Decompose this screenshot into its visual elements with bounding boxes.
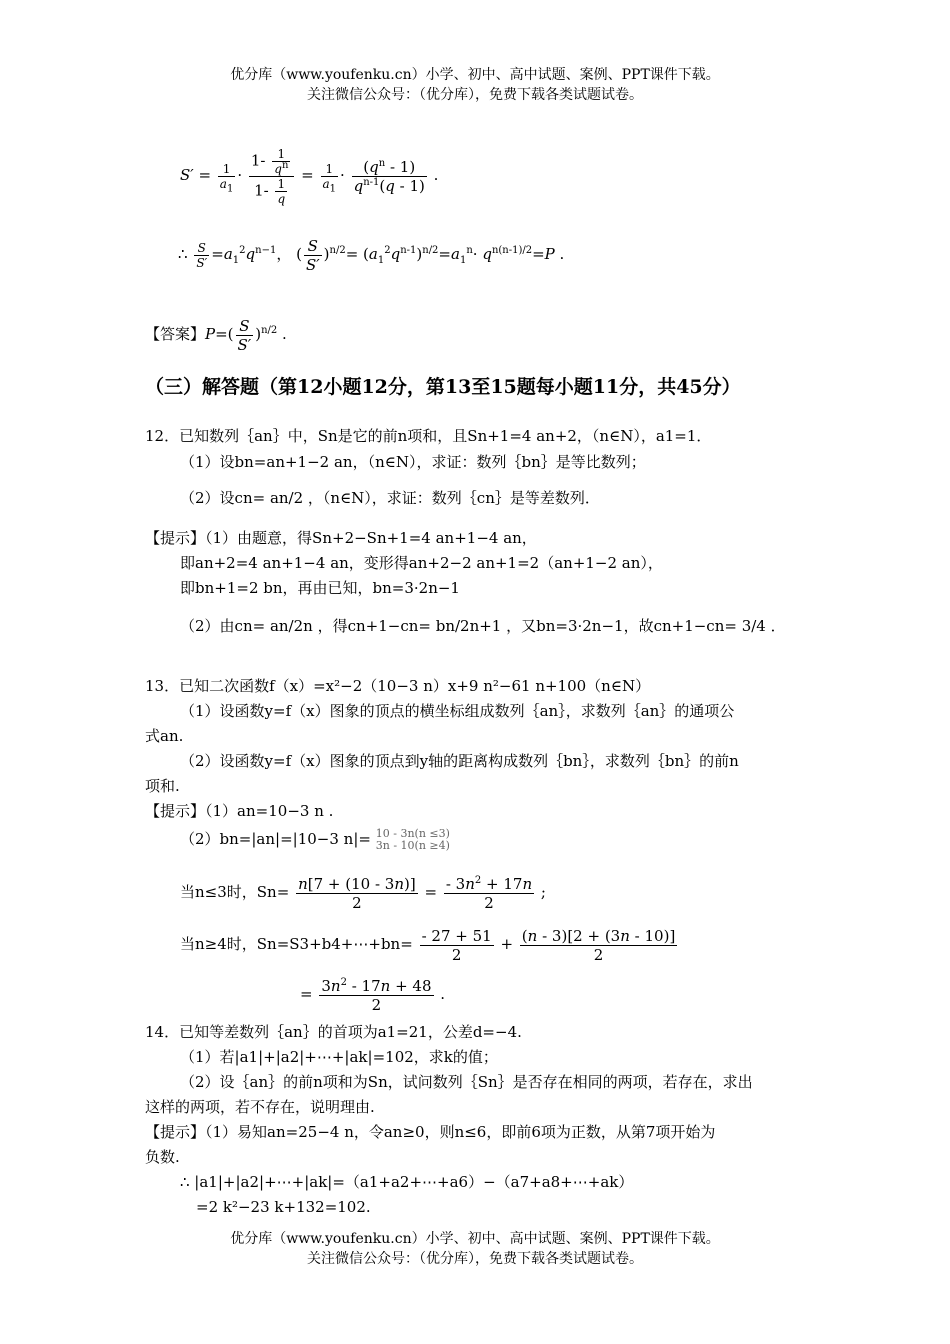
q13-hint-2 xyxy=(180,828,450,852)
q12-part2: （2）设cn= an/2 ，（n∈N），求证：数列｛cn｝是等差数列． xyxy=(180,489,600,507)
page-footer-line1: 优分库（www.youfenku.cn）小学、初中、高中试题、案例、PPT课件下载。 xyxy=(230,1231,720,1247)
q13-part1b: 式an. xyxy=(145,727,184,745)
q14-part2b: 这样的两项，若不存在，说明理由. xyxy=(145,1098,375,1116)
q13-case-a: 10 - 3n(n ≤3) xyxy=(375,827,450,840)
q12-hint-label: 【提示】 xyxy=(145,529,206,547)
q13-hint-1 xyxy=(145,801,333,821)
q13-piecewise xyxy=(376,828,450,852)
q14-hint-3: =2 k²−23 k+132=102. xyxy=(196,1198,371,1216)
page-footer-line2: 关注微信公众号：（优分库），免费下载各类试题试卷。 xyxy=(307,1251,643,1267)
q12-hint-3: 即bn+1=2 bn，再由已知，bn=3·2n−1 xyxy=(180,579,460,597)
q13-stem: 13．已知二次函数f（x）=x²−2（10−3 n）x+9 n²−61 n+100（n∈N） xyxy=(145,677,651,695)
q14-part2a: （2）设｛an｝的前n项和为Sn，试问数列｛Sn｝是否存在相同的两项，若存在，求出 xyxy=(180,1073,753,1091)
q14-hint-2: ∴ |a1|+|a2|+⋯+|ak|=（a1+a2+⋯+a6）−（a7+a8+⋯+ak） xyxy=(180,1173,634,1191)
q13-part2b: 项和. xyxy=(145,777,180,795)
q13-hint3-text: 当n≤3时，Sn= xyxy=(180,883,290,901)
q14-hint-1b: 负数. xyxy=(145,1148,180,1166)
q14-part1: （1）若|a1|+|a2|+⋯+|ak|=102，求k的值； xyxy=(180,1048,498,1066)
q14-hint-1a xyxy=(145,1122,715,1142)
q13-hint2-text: （2）bn=|an|=|10−3 n|= xyxy=(180,830,371,848)
q13-hint4-text: 当n≥4时，Sn=S3+b4+⋯+bn= xyxy=(180,935,413,953)
q12-hint-4: （2）由cn= an/2n ，得cn+1−cn= bn/2n+1 ，又bn=3·2n−1，故cn+1−cn= 3/4 ． xyxy=(180,617,786,635)
formula-therefore-p: ∴ $\frac{S}{S'}$ $=a_1^2q^{n-1}$， ( $\frac{S}{S'}$ )$^{n/2}= (a_1^2q^{n-1})^{n/2}=a_1^n\cdot q^{n(n-1)/2}=P$ . xyxy=(178,236,565,274)
q14-hint-label: 【提示】 xyxy=(145,1123,206,1141)
q14-stem: 14．已知等差数列｛an｝的首项为a1=21，公差d=−4. xyxy=(145,1023,522,1041)
page-header-line1: 优分库（www.youfenku.cn）小学、初中、高中试题、案例、PPT课件下载。 xyxy=(230,67,720,83)
q13-hint1-text: （1）an=10−3 n . xyxy=(205,802,334,820)
q13-hint-5: = $\frac{3n^2 - 17n + 48}{2}$ . xyxy=(300,976,446,1014)
q12-part1: （1）设bn=an+1−2 an，（n∈N），求证：数列｛bn｝是等比数列； xyxy=(180,453,646,471)
answer-label: 【答案】 xyxy=(145,325,206,343)
formula-s-prime: S′ = $\frac{1}{a_1}$ · 1- $\frac{1}{q^n}$ 1- $\frac{1}{q}$ = $\frac{1}{a_1}$ · $\frac{(q^n - 1)}{q^{n-1}(q - 1)}$ . xyxy=(180,146,439,206)
page-header-line2: 关注微信公众号：（优分库），免费下载各类试题试卷。 xyxy=(307,87,643,103)
q13-hint-4: 当n≥4时，Sn=S3+b4+⋯+bn= $\frac{- 27 + 51}{2}$ + $\frac{(n - 3)[2 + (3n - 10)]}{2}$ xyxy=(180,926,676,964)
q12-hint-1 xyxy=(145,528,537,548)
q12-hint-2: 即an+2=4 an+1−4 an，变形得an+2−2 an+1=2（an+1−2 an）， xyxy=(180,554,663,572)
q13-hint-label: 【提示】 xyxy=(145,802,206,820)
q13-part2a: （2）设函数y=f（x）图象的顶点到y轴的距离构成数列｛bn｝，求数列｛bn｝的前n xyxy=(180,752,739,770)
q12-hint1-text: （1）由题意，得Sn+2−Sn+1=4 an+1−4 an， xyxy=(205,529,537,547)
q12-stem: 12．已知数列｛an｝中，Sn是它的前n项和，且Sn+1=4 an+2，（n∈N），a1=1． xyxy=(145,427,712,445)
answer-line: 【答案】P=( $\frac{S}{S'}$ )$^{n/2}$ . xyxy=(145,316,287,354)
q13-case-b: 3n - 10(n ≥4) xyxy=(375,839,450,852)
section-title: （三）解答题（第12小题12分，第13至15题每小题11分，共45分） xyxy=(145,376,741,398)
q14-hint1a-text: （1）易知an=25−4 n，令an≥0，则n≤6，即前6项为正数，从第7项开始为 xyxy=(205,1123,716,1141)
q13-part1a: （1）设函数y=f（x）图象的顶点的横坐标组成数列｛an｝，求数列｛an｝的通项公 xyxy=(180,702,735,720)
q13-hint-3: 当n≤3时，Sn= $\frac{n[7 + (10 - 3n)]}{2}$ = $\frac{- 3n^2 + 17n}{2}$ ; xyxy=(180,874,546,912)
